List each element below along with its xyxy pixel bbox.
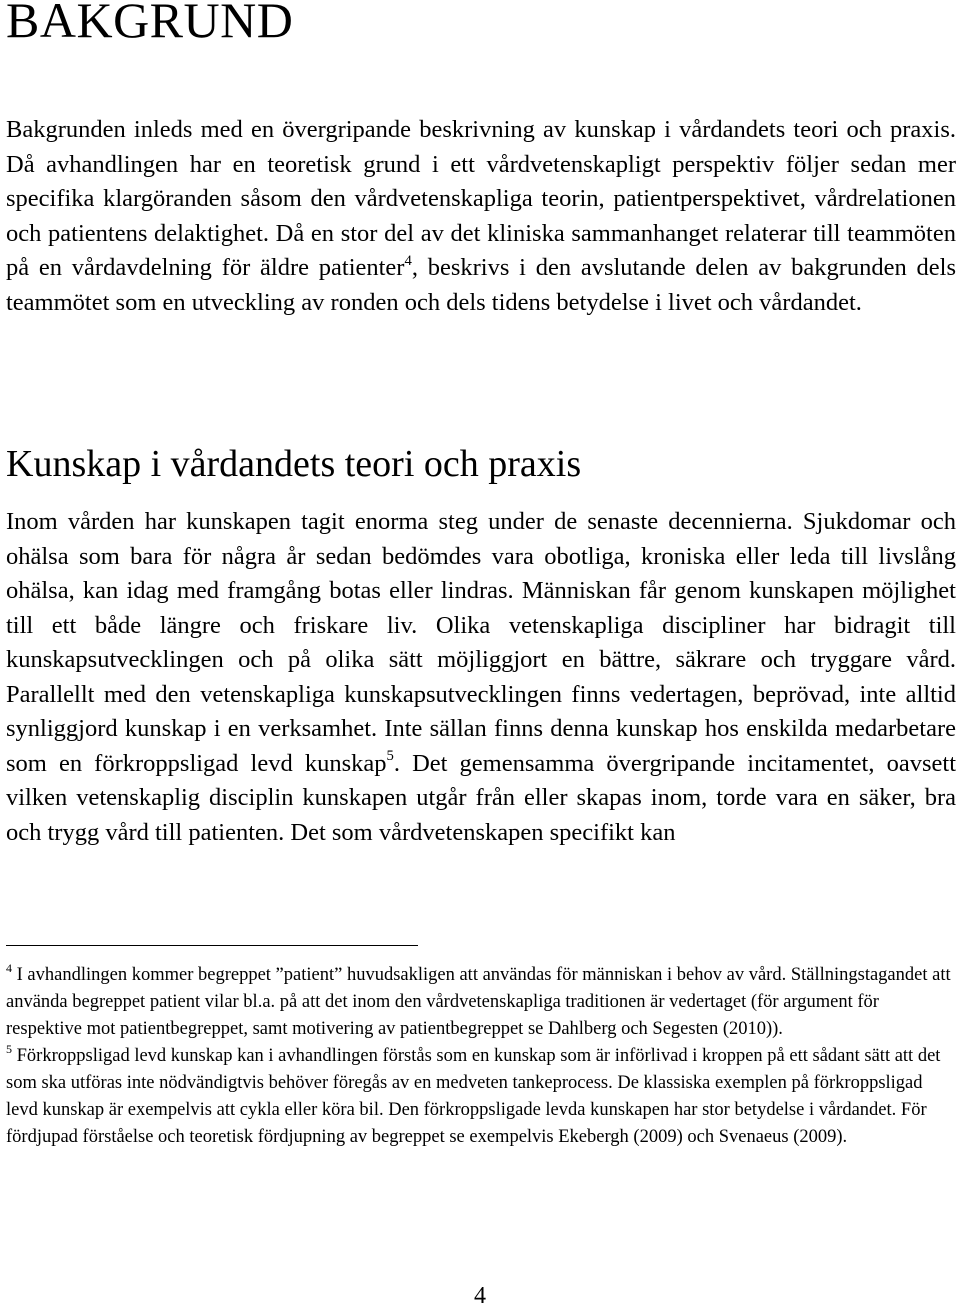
footnotes bbox=[6, 962, 956, 1151]
intro-text-part1: Bakgrunden inleds med en övergripande beskrivning av kunskap i vårdandets teori och praxis. Då avhandlingen har en teoretisk grund i ett vårdvetenskapligt perspektiv följer sedan mer specifika klargöranden såsom den vårdvetenskapliga teorin, patientperspektivet, vårdrelationen och patientens delaktighet. Då en stor del av det kliniska sammanhanget relaterar till teammöten på en vårdavdelning för äldre patienter bbox=[6, 116, 956, 281]
footnote-number: 5 bbox=[6, 1041, 13, 1056]
footnote-number: 4 bbox=[6, 960, 13, 975]
footnote-separator bbox=[6, 945, 418, 946]
footnote-5 bbox=[6, 1043, 956, 1151]
footnote-ref-5: 5 bbox=[386, 748, 394, 765]
intro-text-part2: , beskrivs i den avslutande delen av bakgrunden dels teammötet som en utveckling av ronden och dels tidens betydelse i livet och vårdandet. bbox=[6, 254, 956, 316]
intro-paragraph bbox=[6, 113, 956, 320]
section-heading: Kunskap i vårdandets teori och praxis bbox=[6, 443, 582, 485]
footnote-ref-4: 4 bbox=[404, 252, 412, 269]
footnote-4 bbox=[6, 962, 956, 1043]
footnote-text: Förkroppsligad levd kunskap kan i avhandlingen förstås som en kunskap som är införlivad i kroppen på ett sådant sätt att det som ska utföras inte nödvändigtvis behöver föregås av en medveten tankeprocess. De klassiska exemplen på förkroppsligad levd kunskap är exempelvis att cykla eller köra bil. Den förkroppsligade levda kunskapen har stor betydelse i vårdandet. För fördjupad förståelse och teoretisk fördjupning av begreppet se exempelvis Ekebergh (2009) och Svenaeus (2009). bbox=[6, 1046, 941, 1147]
section-paragraph bbox=[6, 505, 956, 850]
footnote-text: I avhandlingen kommer begreppet ”patient” huvudsakligen att användas för människan i behov av vård. Ställningstagandet att använda begreppet patient vilar bl.a. på att det inom den vårdvetenskapliga traditionen är vedertaget (för argument för respektive mot patientbegreppet, samt motivering av patientbegreppet se Dahlberg och Segesten (2010)). bbox=[6, 965, 951, 1039]
page-number: 4 bbox=[474, 1283, 486, 1309]
chapter-heading: BAKGRUND bbox=[6, 0, 294, 48]
section-text-part1: Inom vården har kunskapen tagit enorma steg under de senaste decennierna. Sjukdomar och ohälsa som bara för några år sedan bedömdes vara obotliga, kroniska eller leda till livslång ohälsa, kan idag med framgång botas eller lindras. Människan får genom kunskapen möjlighet till ett både längre och friskare liv. Olika vetenskapliga discipliner har bidragit till kunskapsutvecklingen och på olika sätt möjliggjort en bättre, säkrare och tryggare vård. Parallellt med den vetenskapliga kunskapsutvecklingen finns vedertagen, beprövad, inte alltid synliggjord kunskap i en verksamhet. Inte sällan finns denna kunskap hos enskilda medarbetare som en förkroppsligad levd kunskap bbox=[6, 508, 956, 777]
section-text-part2: . Det gemensamma övergripande incitamentet, oavsett vilken vetenskaplig disciplin kunskapen utgår från eller skapas inom, torde vara en säker, bra och trygg vård till patienten. Det som vårdvetenskapen specifikt kan bbox=[6, 749, 956, 846]
